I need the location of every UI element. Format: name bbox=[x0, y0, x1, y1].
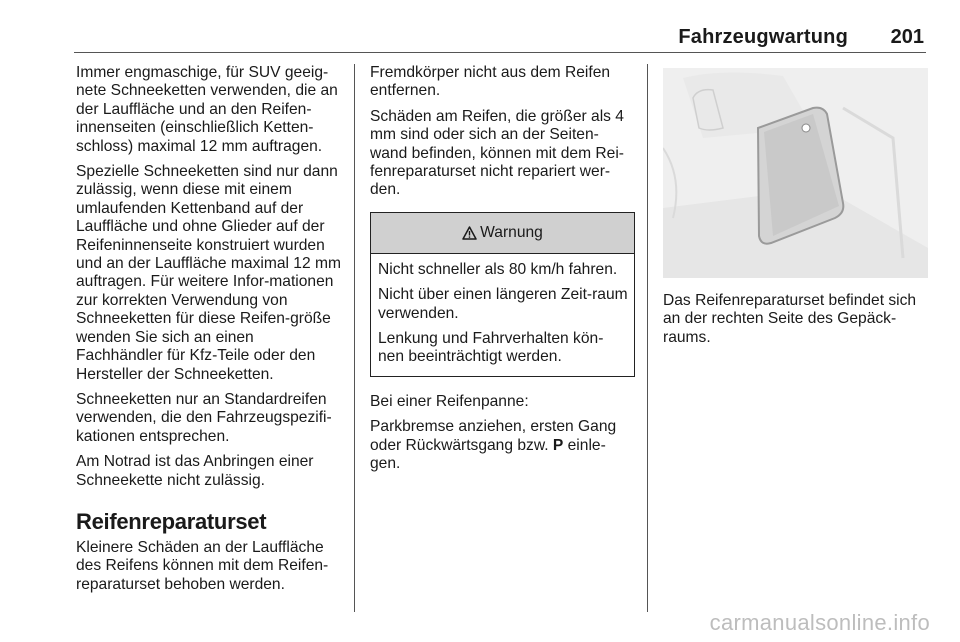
section-heading: Reifenreparaturset bbox=[76, 508, 267, 534]
warning-body bbox=[371, 254, 634, 376]
paragraph: Spezielle Schneeketten sind nur dann zulässig, wenn diese mit einem umlaufenden Kettenband auf der Lauffläche und ohne Glieder auf der Reifeninnenseite konstruiert wurden und an der Lauffläche maximal 12 mm auftragen. Für weitere Infor-mationen zur korrekten Verwendung von Schneeketten für diese Reifen-größe wenden Sie sich an einen Fachhändler für Kfz-Teile oder den Hersteller der Schneeketten. bbox=[76, 163, 341, 383]
page-header bbox=[74, 20, 926, 53]
text-run: Parkbremse anziehen, ersten Gang oder Rückwärtsgang bzw. bbox=[370, 418, 617, 454]
warning-triangle-icon bbox=[462, 226, 477, 240]
paragraph: Am Notrad ist das Anbringen einer Schneekette nicht zulässig. bbox=[76, 453, 314, 489]
gear-symbol: P bbox=[552, 436, 564, 454]
column-divider bbox=[647, 64, 648, 612]
paragraph: Immer engmaschige, für SUV geeig-nete Schneeketten verwenden, die an der Lauffläche und an den Reifen-innenseiten (einschließlich Ketten-schloss) maximal 12 mm auftragen. bbox=[76, 64, 338, 155]
column-middle bbox=[370, 64, 635, 481]
column-left bbox=[76, 64, 342, 601]
paragraph: Fremdkörper nicht aus dem Reifen entfernen. bbox=[370, 64, 611, 100]
warning-header bbox=[371, 213, 634, 254]
warning-item: Lenkung und Fahrverhalten kön-nen beeinträchtigt werden. bbox=[378, 330, 604, 366]
warning-item: Nicht über einen längeren Zeit-raum verwenden. bbox=[378, 286, 628, 322]
warning-title: Warnung bbox=[480, 223, 543, 241]
page-number: 201 bbox=[890, 26, 924, 48]
column-right bbox=[663, 64, 929, 354]
column-divider bbox=[354, 64, 355, 612]
text-run: einle-gen. bbox=[370, 436, 606, 473]
watermark: carmanualsonline.info bbox=[709, 610, 930, 635]
photo-caption: Das Reifenreparaturset befindet sich an der rechten Seite des Gepäck-raums. bbox=[663, 292, 917, 346]
trunk-photo bbox=[663, 68, 928, 278]
warning-box bbox=[370, 212, 635, 377]
paragraph: Schneeketten nur an Standardreifen verwenden, die den Fahrzeugspezifi-kationen entsprechen. bbox=[76, 390, 332, 445]
paragraph: Bei einer Reifenpanne: bbox=[370, 392, 529, 410]
paragraph: Kleinere Schäden an der Lauffläche des Reifens können mit dem Reifen-reparaturset behoben werden. bbox=[76, 538, 329, 593]
section-title: Fahrzeugwartung bbox=[678, 26, 848, 48]
paragraph bbox=[370, 418, 635, 473]
paragraph: Schäden am Reifen, die größer als 4 mm sind oder sich an der Seiten-wand befinden, können mit dem Rei-fenreparaturset nicht repariert wer-den. bbox=[370, 107, 624, 199]
warning-item: Nicht schneller als 80 km/h fahren. bbox=[378, 260, 618, 278]
